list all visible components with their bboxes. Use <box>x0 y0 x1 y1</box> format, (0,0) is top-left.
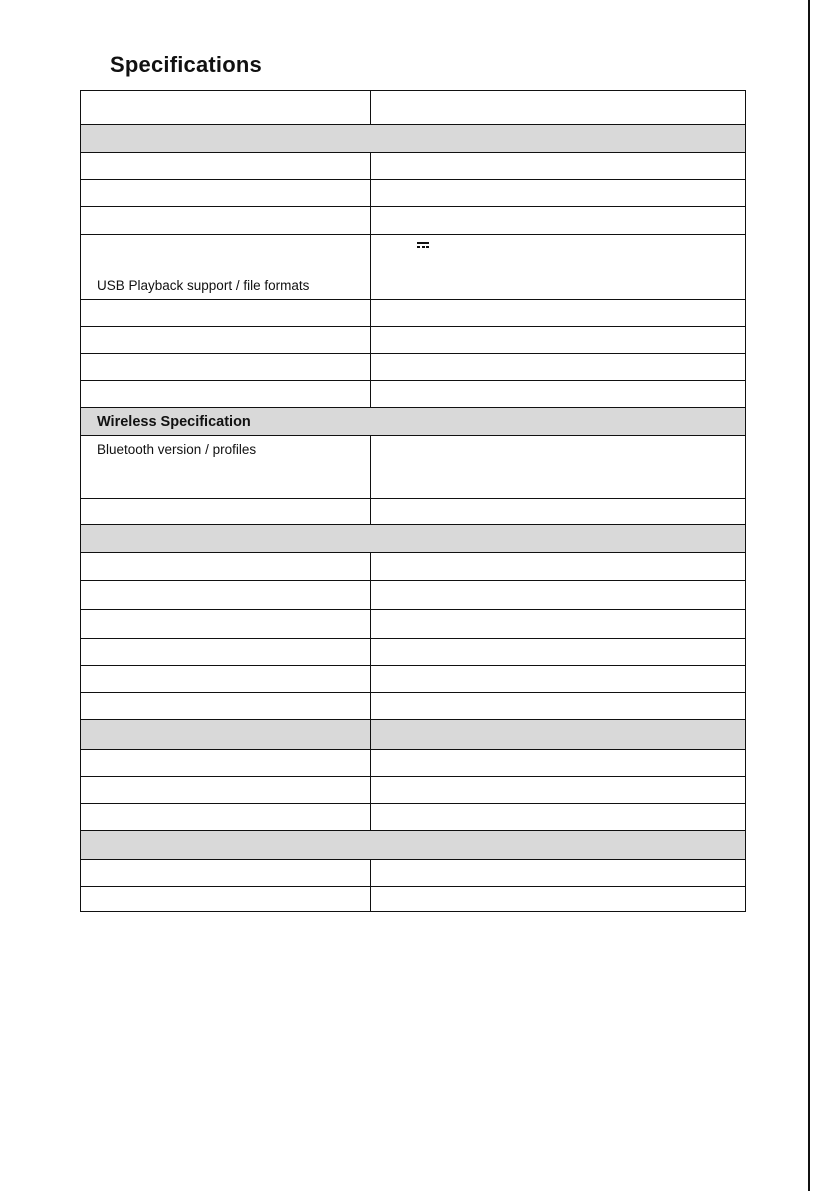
section-header-row <box>81 831 746 860</box>
section-header-cell-left <box>81 720 371 750</box>
spec-label-cell <box>81 581 371 610</box>
spec-value-cell <box>371 639 746 666</box>
spec-label-cell <box>81 235 371 300</box>
bluetooth-version-label: Bluetooth version / profiles <box>97 442 257 457</box>
spec-value-cell <box>371 693 746 720</box>
table-row <box>81 327 746 354</box>
spec-value-cell <box>371 180 746 207</box>
spec-label-cell <box>81 666 371 693</box>
table-row <box>81 180 746 207</box>
table-row <box>81 207 746 235</box>
spec-table <box>80 90 746 912</box>
section-header-cell <box>81 831 746 860</box>
table-row <box>81 610 746 639</box>
spec-label-cell <box>81 180 371 207</box>
spec-label-cell <box>81 804 371 831</box>
spec-label-cell <box>81 860 371 887</box>
spec-label-cell <box>81 91 371 125</box>
spec-value-cell <box>371 381 746 408</box>
spec-value-cell <box>371 499 746 525</box>
table-row <box>81 581 746 610</box>
spec-value-cell <box>371 354 746 381</box>
spec-value-cell <box>371 207 746 235</box>
spec-value-cell <box>371 153 746 180</box>
spec-label-cell <box>81 300 371 327</box>
section-header-row <box>81 125 746 153</box>
table-row <box>81 693 746 720</box>
table-row <box>81 300 746 327</box>
spec-value-cell <box>371 777 746 804</box>
spec-label-cell <box>81 777 371 804</box>
spec-label-cell <box>81 639 371 666</box>
spec-value-cell <box>371 436 746 499</box>
spec-label-cell <box>81 499 371 525</box>
spec-value-cell <box>371 553 746 581</box>
section-header-row <box>81 720 746 750</box>
page-title: Specifications <box>110 52 262 77</box>
spec-label-cell <box>81 610 371 639</box>
table-row <box>81 639 746 666</box>
section-header-row <box>81 408 746 436</box>
spec-label-cell <box>81 750 371 777</box>
spec-label-cell <box>81 381 371 408</box>
table-row <box>81 666 746 693</box>
spec-label-cell <box>81 887 371 912</box>
spec-value-cell <box>371 327 746 354</box>
spec-value-cell <box>371 750 746 777</box>
section-header-cell <box>81 125 746 153</box>
table-row <box>81 860 746 887</box>
table-row <box>81 153 746 180</box>
spec-value-cell <box>371 91 746 125</box>
table-row <box>81 91 746 125</box>
dc-power-icon <box>417 242 429 249</box>
spec-label-cell <box>81 207 371 235</box>
spec-label-cell <box>81 327 371 354</box>
spec-label-cell <box>81 553 371 581</box>
table-row <box>81 887 746 912</box>
spec-value-cell <box>371 235 746 300</box>
table-row <box>81 750 746 777</box>
table-row <box>81 381 746 408</box>
usb-playback-label: USB Playback support / file formats <box>97 278 310 293</box>
spec-value-cell <box>371 666 746 693</box>
table-row <box>81 499 746 525</box>
table-row <box>81 436 746 499</box>
section-header-cell-right <box>371 720 746 750</box>
table-row <box>81 354 746 381</box>
table-row <box>81 777 746 804</box>
wireless-section-header: Wireless Specification <box>81 408 746 436</box>
table-row <box>81 553 746 581</box>
spec-label-cell <box>81 153 371 180</box>
spec-label-cell <box>81 354 371 381</box>
spec-value-cell <box>371 581 746 610</box>
section-header-row <box>81 525 746 553</box>
spec-value-cell <box>371 300 746 327</box>
spec-value-cell <box>371 887 746 912</box>
table-row <box>81 804 746 831</box>
spec-label-cell <box>81 436 371 499</box>
spec-value-cell <box>371 610 746 639</box>
table-row <box>81 235 746 300</box>
spec-value-cell <box>371 860 746 887</box>
spec-value-cell <box>371 804 746 831</box>
spec-label-cell <box>81 693 371 720</box>
section-header-cell <box>81 525 746 553</box>
